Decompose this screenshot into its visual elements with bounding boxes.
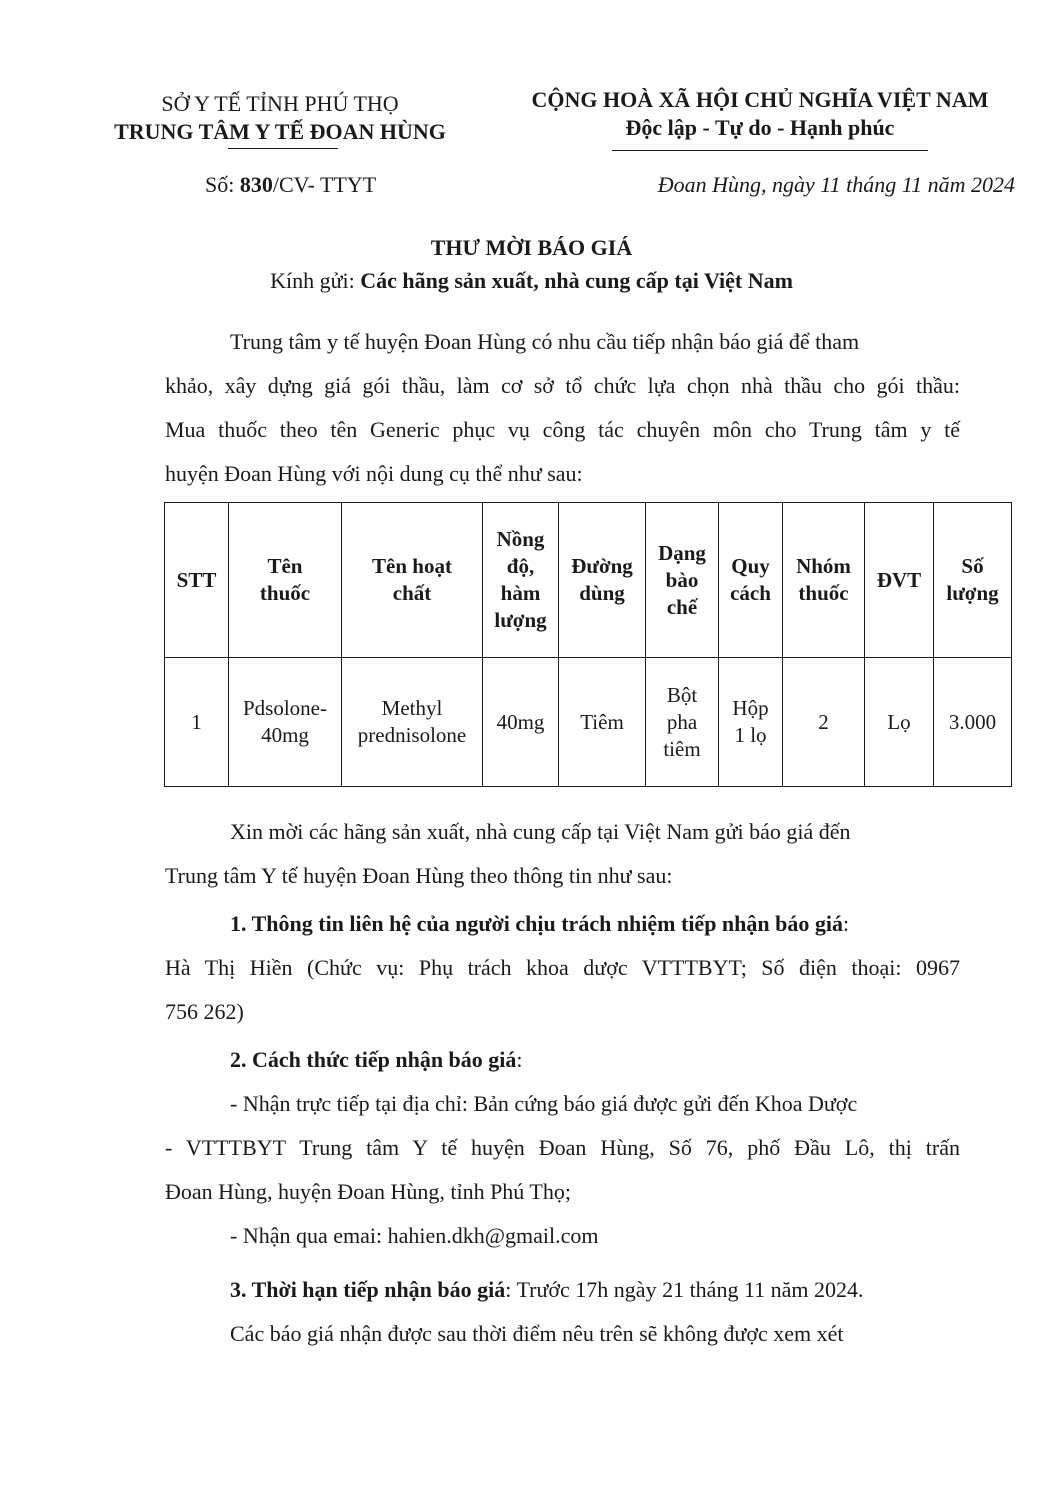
cell-text: Methyl bbox=[381, 696, 443, 720]
table-header-cell bbox=[559, 503, 646, 658]
header-text: lượng bbox=[494, 608, 547, 632]
country-name: CỘNG HOÀ XÃ HỘI CHỦ NGHĨA VIỆT NAM bbox=[531, 87, 989, 112]
national-motto-block bbox=[500, 86, 1020, 142]
table-cell bbox=[165, 658, 229, 787]
cell-text: Hộp bbox=[732, 696, 769, 720]
table-cell bbox=[483, 658, 559, 787]
cell-text: 3.000 bbox=[948, 709, 997, 734]
table-header-cell bbox=[934, 503, 1012, 658]
header-text: thuốc bbox=[798, 581, 849, 605]
section-contact: 1. Thông tin liên hệ của người chịu trách nhiệm tiếp nhận báo giá: Hà Thị Hiền (Chức vụ: Phụ trách khoa dược VTTTBYT; Số điện thoại: 0967 756 262) bbox=[165, 911, 960, 1024]
contact-person: Hà Thị Hiền (Chức vụ: Phụ trách khoa dược VTTTBYT; Số điện thoại: 0967 bbox=[165, 955, 960, 980]
issuer-center: TRUNG TÂM Y TẾ ĐOAN HÙNG bbox=[114, 119, 446, 144]
table-header-cell bbox=[865, 503, 934, 658]
section-deadline-heading: 3. Thời hạn tiếp nhận báo giá bbox=[230, 1277, 506, 1302]
cell-text: Bột bbox=[666, 682, 698, 707]
table-header-cell bbox=[229, 503, 342, 658]
table-cell bbox=[865, 658, 934, 787]
header-text: Số bbox=[961, 554, 984, 578]
table-cell bbox=[719, 658, 783, 787]
intro-paragraph: Trung tâm y tế huyện Đoan Hùng có nhu cầu tiếp nhận báo giá để tham khảo, xây dựng giá gói thầu, làm cơ sở tổ chức lựa chọn nhà thầu cho gói thầu: Mua thuốc theo tên Generic phục vụ công tác chuyên môn cho Trung tâm y tế huyện Đoan Hùng với nội dung cụ thể như sau: bbox=[165, 329, 960, 486]
recipient-line bbox=[0, 268, 1063, 294]
header-text: Tên bbox=[267, 554, 303, 578]
invite-paragraph: Xin mời các hãng sản xuất, nhà cung cấp tại Việt Nam gửi báo giá đến Trung tâm Y tế huyện Đoan Hùng theo thông tin như sau: bbox=[165, 819, 851, 888]
cell-text: Lọ bbox=[887, 709, 911, 734]
header-text: lượng bbox=[946, 581, 999, 605]
issuer-underline bbox=[228, 148, 338, 149]
cell-text: prednisolone bbox=[357, 723, 467, 747]
table-cell bbox=[229, 658, 342, 787]
cell-text: 1 lọ bbox=[734, 723, 767, 747]
cell-text: 2 bbox=[818, 709, 829, 734]
header-text: hàm bbox=[500, 581, 541, 605]
cell-text: Pdsolone- bbox=[243, 696, 327, 720]
table-cell bbox=[783, 658, 865, 787]
document-number: Số: 830/CV- TTYT bbox=[205, 172, 377, 197]
recipient-label: Kính gửi: bbox=[270, 268, 361, 293]
header-text: dùng bbox=[579, 581, 625, 605]
email-line: - Nhận qua emai: hahien.dkh@gmail.com bbox=[230, 1223, 599, 1248]
header-text: cách bbox=[730, 581, 771, 605]
table-header-cell bbox=[483, 503, 559, 658]
table-cell bbox=[934, 658, 1012, 787]
section-receipt-heading: 2. Cách thức tiếp nhận báo giá bbox=[230, 1047, 517, 1072]
header-text: Dạng bbox=[658, 540, 706, 565]
medicine-table bbox=[164, 502, 1012, 787]
cell-text: pha bbox=[666, 709, 698, 734]
issuer-block bbox=[100, 90, 460, 146]
header-text: ĐVT bbox=[876, 567, 922, 592]
section-receipt-method: 2. Cách thức tiếp nhận báo giá: - Nhận trực tiếp tại địa chỉ: Bản cứng báo giá được gửi đến Khoa Dược - VTTTBYT Trung tâm Y tế huyện Đoan Hùng, Số 76, phố Đầu Lô, thị trấn Đoan Hùng, huyện Đoan Hùng, tỉnh Phú Thọ; - Nhận qua emai: hahien.dkh@gmail.com bbox=[165, 1038, 960, 1258]
table-header-cell bbox=[165, 503, 229, 658]
header-text: Nồng bbox=[496, 527, 545, 551]
cell-text: 40mg bbox=[261, 723, 309, 747]
table-row bbox=[165, 658, 1012, 787]
table-cell bbox=[342, 658, 483, 787]
table-header-row bbox=[165, 503, 1012, 658]
header-text: độ, bbox=[506, 554, 535, 578]
header-text: Tên hoạt bbox=[372, 554, 452, 578]
cell-text: Tiêm bbox=[580, 709, 624, 734]
header-text: chất bbox=[392, 581, 432, 605]
motto: Độc lập - Tự do - Hạnh phúc bbox=[625, 115, 895, 140]
cell-text: 1 bbox=[191, 709, 202, 734]
motto-underline bbox=[612, 150, 928, 151]
section-deadline: 3. Thời hạn tiếp nhận báo giá: Trước 17h ngày 21 tháng 11 năm 2024. Các báo giá nhận được sau thời điểm nêu trên sẽ không được xem xét bbox=[230, 1277, 864, 1346]
page-title: THƯ MỜI BÁO GIÁ bbox=[430, 235, 633, 260]
table-body bbox=[165, 658, 1012, 787]
header-text: bào bbox=[665, 567, 699, 592]
header-text: Nhóm bbox=[796, 554, 851, 578]
table-header-cell bbox=[342, 503, 483, 658]
section-contact-heading: 1. Thông tin liên hệ của người chịu trách nhiệm tiếp nhận báo giá bbox=[230, 911, 843, 936]
header-text: Đường bbox=[571, 554, 633, 578]
table-header-cell bbox=[646, 503, 719, 658]
header-text: chế bbox=[666, 594, 698, 619]
cell-text: 40mg bbox=[496, 709, 545, 734]
document-date: Đoan Hùng, ngày 11 tháng 11 năm 2024 bbox=[657, 172, 1015, 197]
table-header-cell bbox=[783, 503, 865, 658]
header-text: thuốc bbox=[259, 581, 311, 605]
header-text: Quy bbox=[731, 554, 770, 578]
cell-text: tiêm bbox=[663, 736, 701, 761]
issuer-department: SỞ Y TẾ TỈNH PHÚ THỌ bbox=[161, 91, 399, 116]
table-header-cell bbox=[719, 503, 783, 658]
recipient-value: Các hãng sản xuất, nhà cung cấp tại Việt Nam bbox=[360, 268, 793, 293]
table-cell bbox=[559, 658, 646, 787]
table-cell bbox=[646, 658, 719, 787]
header-text: STT bbox=[176, 567, 217, 592]
